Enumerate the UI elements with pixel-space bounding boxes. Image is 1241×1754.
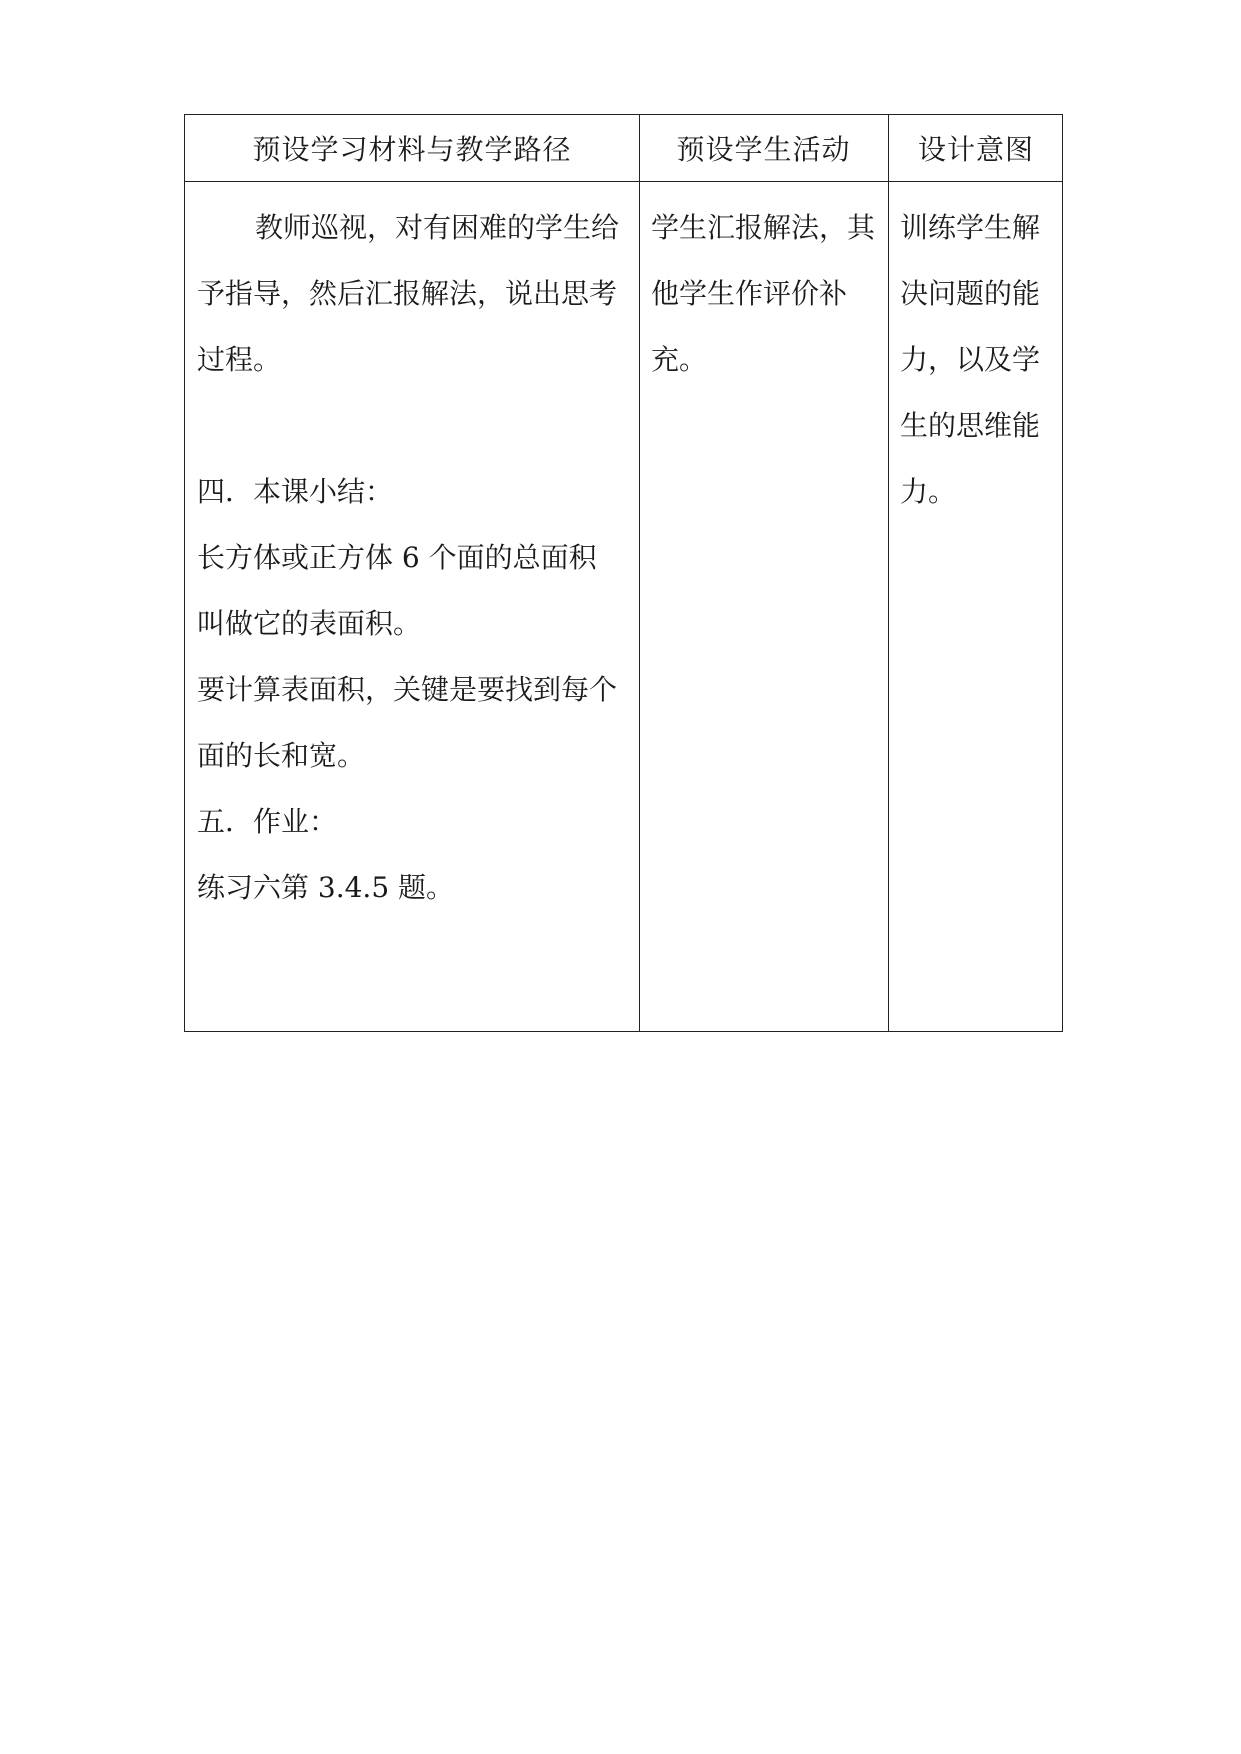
activity-line: 他学生作评价补 bbox=[651, 277, 848, 310]
header-design-intent: 设计意图 bbox=[917, 133, 1034, 166]
materials-line: 练习六第 3.4.5 题。 bbox=[197, 871, 455, 904]
cell-student-activity bbox=[651, 181, 887, 1031]
column-divider-2 bbox=[888, 115, 889, 1031]
intent-line: 训练学生解 bbox=[900, 211, 1041, 244]
lesson-plan-table bbox=[184, 114, 1063, 1032]
cell-materials-path bbox=[197, 181, 637, 1031]
materials-line: 予指导，然后汇报解法，说出思考 bbox=[197, 277, 618, 310]
materials-line: 面的长和宽。 bbox=[197, 739, 366, 772]
materials-line: 过程。 bbox=[197, 343, 282, 376]
cell-design-intent bbox=[900, 181, 1062, 1031]
materials-line: 长方体或正方体 6 个面的总面积 bbox=[197, 541, 597, 574]
section-heading-summary: 四．本课小结： bbox=[197, 475, 394, 508]
intent-line: 生的思维能 bbox=[900, 409, 1041, 442]
column-divider-1 bbox=[639, 115, 640, 1031]
intent-line: 决问题的能 bbox=[900, 277, 1041, 310]
activity-line: 充。 bbox=[651, 343, 708, 376]
header-materials-path: 预设学习材料与教学路径 bbox=[252, 133, 572, 166]
activity-line: 学生汇报解法，其 bbox=[651, 211, 876, 244]
materials-line: 要计算表面积，关键是要找到每个 bbox=[197, 673, 618, 706]
materials-line: 叫做它的表面积。 bbox=[197, 607, 422, 640]
materials-line: 教师巡视，对有困难的学生给 bbox=[255, 211, 620, 244]
section-heading-homework: 五．作业： bbox=[197, 805, 338, 838]
header-student-activity: 预设学生活动 bbox=[676, 133, 851, 166]
intent-line: 力，以及学 bbox=[900, 343, 1041, 376]
materials-line bbox=[197, 393, 637, 459]
intent-line: 力。 bbox=[900, 475, 957, 508]
